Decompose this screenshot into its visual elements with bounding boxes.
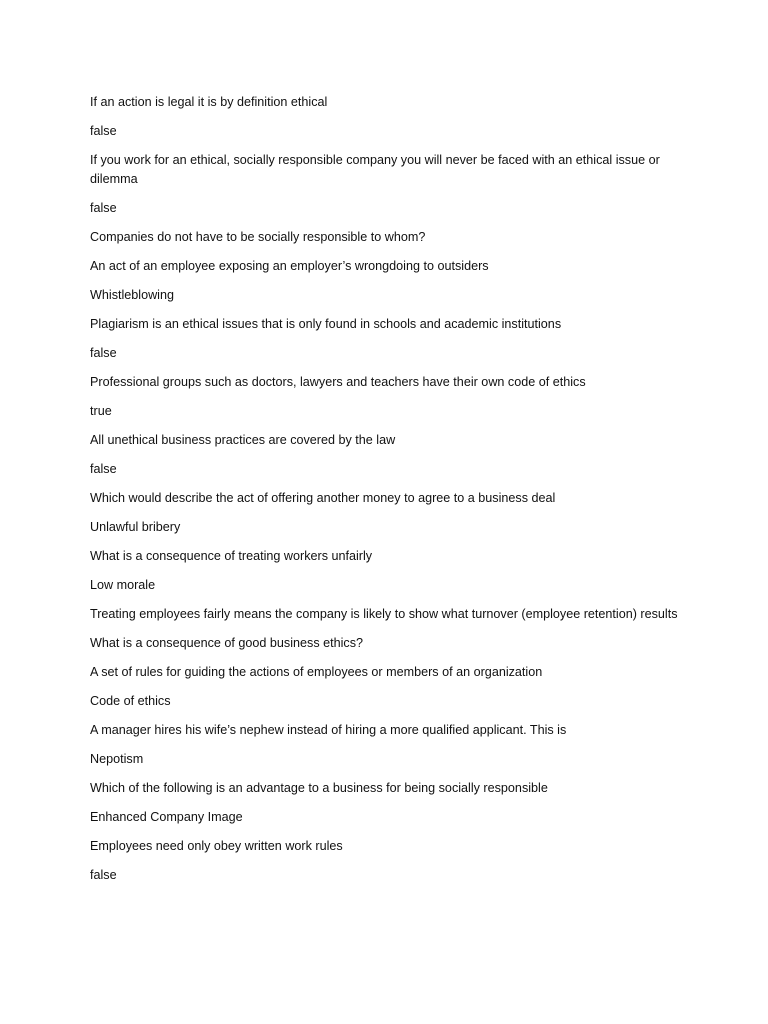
question-text: Companies do not have to be socially responsible to whom? xyxy=(90,230,426,244)
question-text: Which would describe the act of offering another money to agree to a business deal xyxy=(90,491,556,505)
question-text: If you work for an ethical, socially responsible company you will never be faced with an ethical issue or dilemma xyxy=(90,153,660,186)
question-text: An act of an employee exposing an employer’s wrongdoing to outsiders xyxy=(90,259,489,273)
question-text: A manager hires his wife’s nephew instead of hiring a more qualified applicant. This is xyxy=(90,723,567,737)
answer-text: true xyxy=(90,404,112,418)
answer-text: false xyxy=(90,868,117,882)
question-text: Plagiarism is an ethical issues that is only found in schools and academic institutions xyxy=(90,317,562,331)
question-text: A set of rules for guiding the actions of employees or members of an organization xyxy=(90,665,543,679)
answer-text: false xyxy=(90,462,117,476)
answer-text: false xyxy=(90,124,117,138)
question-text: Professional groups such as doctors, lawyers and teachers have their own code of ethics xyxy=(90,375,586,389)
question-text: What is a consequence of treating workers unfairly xyxy=(90,549,373,563)
answer-text: Nepotism xyxy=(90,752,144,766)
question-text: All unethical business practices are covered by the law xyxy=(90,433,396,447)
document-body xyxy=(90,93,680,895)
question-text: Treating employees fairly means the company is likely to show what turnover (employee retention) results xyxy=(90,607,678,621)
question-text: Employees need only obey written work rules xyxy=(90,839,343,853)
question-text: What is a consequence of good business ethics? xyxy=(90,636,364,650)
answer-text: Unlawful bribery xyxy=(90,520,181,534)
answer-text: Enhanced Company Image xyxy=(90,810,243,824)
answer-text: false xyxy=(90,346,117,360)
question-text: If an action is legal it is by definition ethical xyxy=(90,95,328,109)
answer-text: Code of ethics xyxy=(90,694,171,708)
answer-text: Low morale xyxy=(90,578,156,592)
answer-text: false xyxy=(90,201,117,215)
answer-text: Whistleblowing xyxy=(90,288,174,302)
question-text: Which of the following is an advantage to a business for being socially responsible xyxy=(90,781,548,795)
